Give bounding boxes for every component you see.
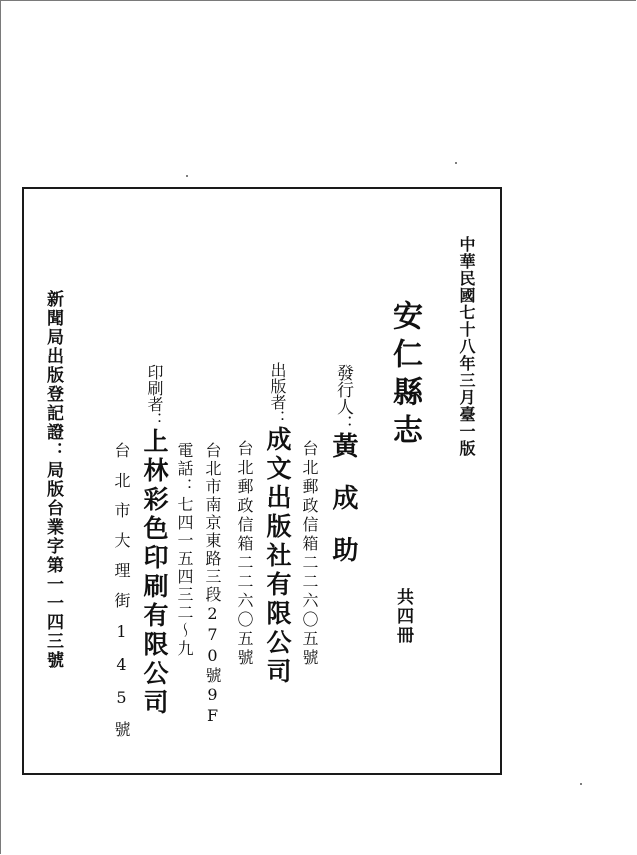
- printer: [142, 364, 167, 718]
- publisher-person-label: 發行人：: [333, 364, 353, 432]
- printer-name: 上林彩色印刷有限公司: [140, 428, 169, 718]
- volume-count: 共四冊: [393, 588, 413, 645]
- publishing-company-name: 成文出版社有限公司: [263, 426, 292, 687]
- publishing-company-label: 出版者：: [268, 362, 287, 426]
- scan-speck: [455, 162, 457, 164]
- publisher-person-name: 黃 成 助: [328, 432, 358, 562]
- publishing-company: [265, 362, 290, 687]
- book-title: 安仁縣志: [387, 300, 422, 452]
- registration-number: 新聞局出版登記證：局版台業字第一一四三號: [43, 290, 63, 670]
- publisher-person: [330, 364, 356, 562]
- publishing-company-phone: 電話：七四一五四三二～九: [175, 442, 194, 658]
- scan-speck: [580, 783, 582, 785]
- publisher-person-address: 台北郵政信箱二二六〇五號: [300, 440, 319, 668]
- scan-speck: [186, 175, 188, 177]
- publishing-company-address: 台北郵政信箱二二六〇五號: [235, 440, 254, 668]
- publishing-company-street: 台北市南京東路三段270號9F: [203, 442, 222, 727]
- edition-date: 中華民國七十八年三月臺一版: [457, 236, 476, 457]
- printer-address: 台北市大理街145號: [112, 442, 131, 751]
- printer-label: 印刷者：: [145, 364, 164, 428]
- colophon-frame: [22, 187, 502, 775]
